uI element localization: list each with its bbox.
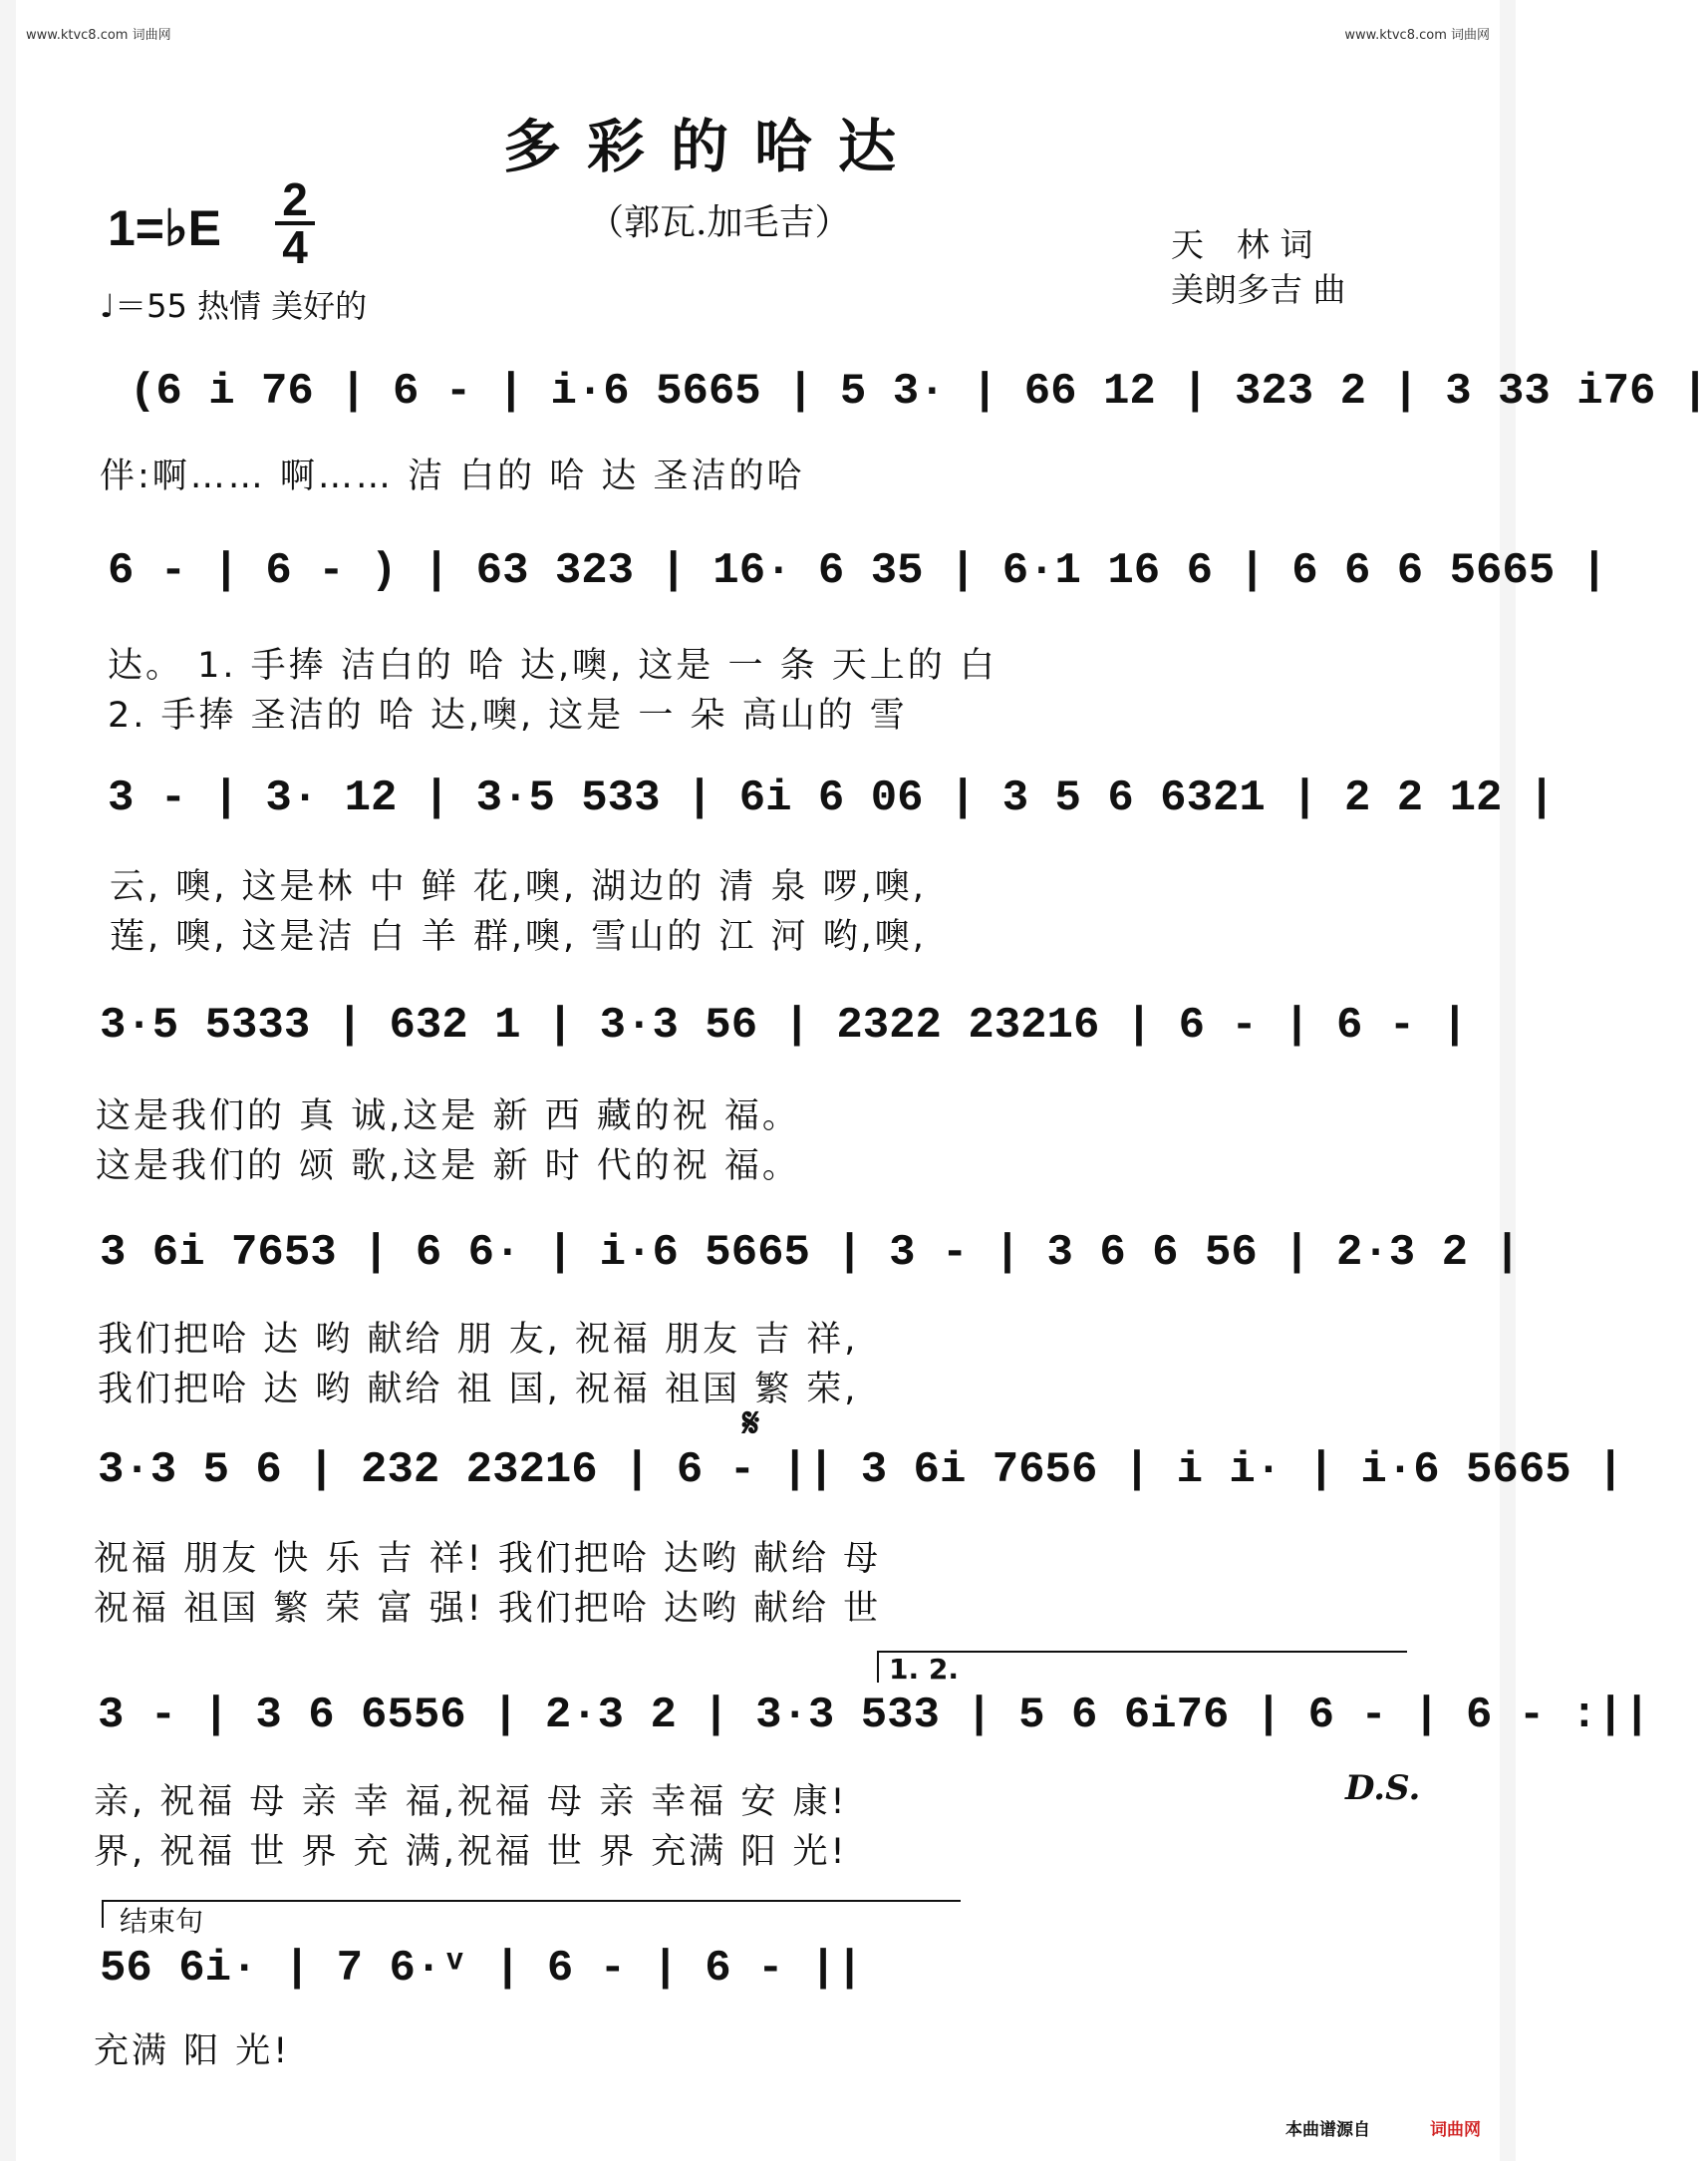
lyrics-row-7-verse-1: 亲, 祝福 母 亲 幸 福,祝福 母 亲 幸福 安 康! (94, 1782, 848, 1822)
watermark-left: www.ktvc8.com 词曲网 (26, 28, 171, 43)
composer-credit: 美朗多吉 曲 (1171, 270, 1346, 309)
ending-label: 结束句 (120, 1905, 204, 1938)
volta-label: 1. 2. (889, 1653, 959, 1686)
lyrics-row-2-verse-2: 2. 手捧 圣洁的 哈 达,噢, 这是 一 朵 高山的 雪 (108, 696, 908, 736)
lyricist-credit: 天 林 词 (1171, 225, 1313, 264)
footer-source: 本曲谱源自 (1285, 2120, 1370, 2140)
notation-row-6: 3·3 5 6 | 232 23216 | 6 - || 3 6i 7656 | i i· | i·6 5665 | (98, 1445, 1624, 1495)
tempo-marking: ♩＝55 热情 美好的 (100, 287, 368, 325)
key-signature: 1=♭E (108, 200, 221, 256)
meter-bottom: 4 (282, 221, 308, 273)
lyrics-row-4-verse-2: 这是我们的 颂 歌,这是 新 时 代的祝 福。 (96, 1146, 800, 1186)
notation-row-3: 3 - | 3· 12 | 3·5 533 | 6i 6 06 | 3 5 6 6321 | 2 2 12 | (108, 773, 1556, 823)
lyrics-row-8: 充满 阳 光! (94, 2031, 291, 2071)
lyrics-row-5-verse-2: 我们把哈 达 哟 献给 祖 国, 祝福 祖国 繁 荣, (98, 1370, 859, 1409)
ending-bracket (102, 1900, 961, 1928)
lyrics-row-3-verse-1: 云, 噢, 这是林 中 鲜 花,噢, 湖边的 清 泉 啰,噢, (110, 867, 927, 907)
time-signature (275, 173, 315, 273)
lyrics-row-6-verse-2: 祝福 祖国 繁 荣 富 强! 我们把哈 达哟 献给 世 (94, 1589, 882, 1629)
notation-row-2: 6 - | 6 - ) | 63 323 | 16· 6 35 | 6·1 16 6 | 6 6 6 5665 | (108, 546, 1608, 596)
lyrics-row-7-verse-2: 界, 祝福 世 界 充 满,祝福 世 界 充满 阳 光! (94, 1832, 848, 1872)
lyrics-row-1-verse-1: 伴:啊…… 啊…… 洁 白的 哈 达 圣洁的哈 (100, 457, 805, 496)
lyrics-row-5-verse-1: 我们把哈 达 哟 献给 朋 友, 祝福 朋友 吉 祥, (98, 1320, 859, 1360)
lyrics-row-4-verse-1: 这是我们的 真 诚,这是 新 西 藏的祝 福。 (96, 1096, 800, 1136)
lyrics-row-2-verse-1: 达。 1. 手捧 洁白的 哈 达,噢, 这是 一 条 天上的 白 (108, 646, 997, 686)
footer-site[interactable]: 词曲网 (1430, 2120, 1481, 2140)
right-watermark-strip (1500, 0, 1516, 2161)
dal-segno-marking: D.S. (1345, 1768, 1421, 1808)
notation-row-4: 3·5 5333 | 632 1 | 3·3 56 | 2322 23216 | 6 - | 6 - | (100, 1001, 1469, 1051)
left-watermark-strip (0, 0, 16, 2161)
song-subtitle: （郭瓦.加毛吉） (588, 202, 851, 243)
notation-row-8: 56 6i· | 7 6·ᵛ | 6 - | 6 - || (100, 1944, 863, 1994)
song-title: 多彩的哈达 (503, 113, 923, 180)
notation-row-1: (6 i 76 | 6 - | i·6 5665 | 5 3· | 66 12 | 323 2 | 3 33 i76 | (130, 367, 1708, 417)
watermark-right: www.ktvc8.com 词曲网 (1344, 28, 1490, 43)
notation-row-5: 3 6i 7653 | 6 6· | i·6 5665 | 3 - | 3 6 6 56 | 2·3 2 | (100, 1228, 1521, 1278)
meter-top: 2 (282, 173, 308, 225)
lyrics-row-6-verse-1: 祝福 朋友 快 乐 吉 祥! 我们把哈 达哟 献给 母 (94, 1539, 882, 1579)
lyrics-row-3-verse-2: 莲, 噢, 这是洁 白 羊 群,噢, 雪山的 江 河 哟,噢, (110, 917, 927, 957)
segno-sign: 𝄋 (742, 1399, 760, 1446)
notation-row-7: 3 - | 3 6 6556 | 2·3 2 | 3·3 533 | 5 6 6i76 | 6 - | 6 - :|| (98, 1691, 1650, 1740)
